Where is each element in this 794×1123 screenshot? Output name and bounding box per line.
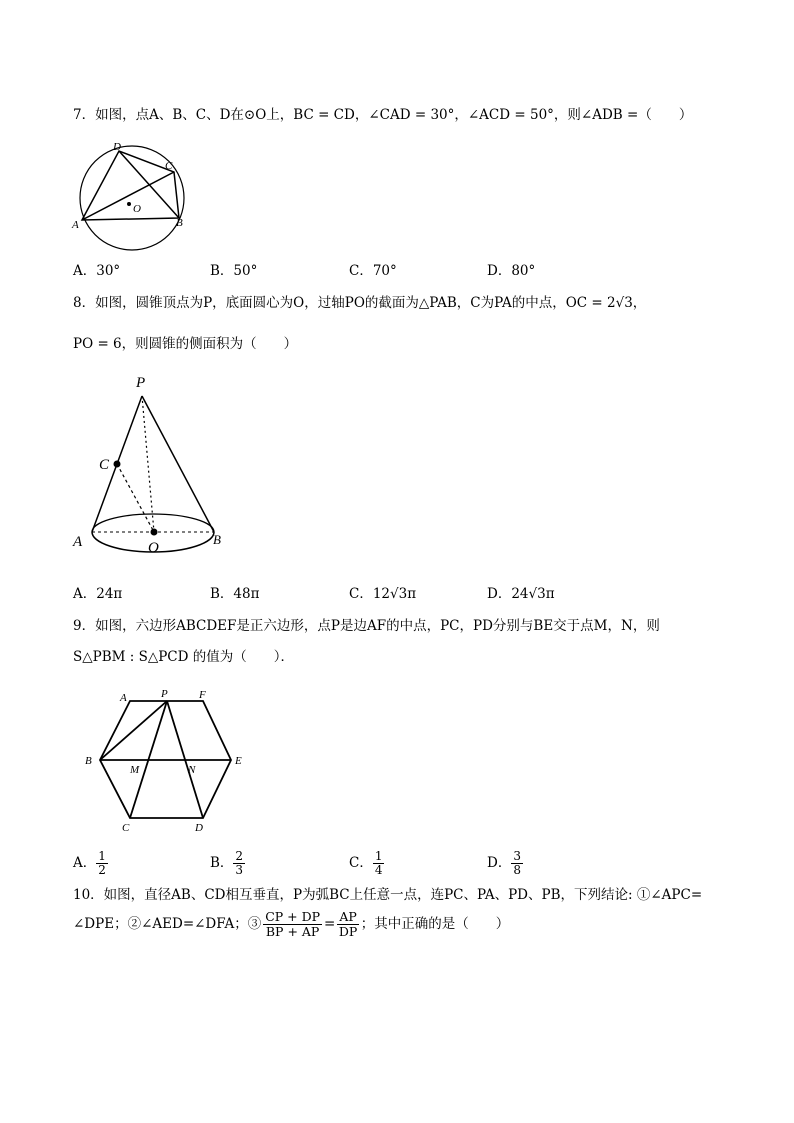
- q8-label-b: B: [213, 532, 221, 547]
- q9-label-c: C: [122, 822, 130, 834]
- q10-fraction-left: [263, 910, 322, 939]
- q9-option-a-num: 1: [98, 849, 106, 863]
- q8-segment-co: [117, 464, 154, 532]
- q7-stem: 7．如图，点A、B、C、D在⊙O上，BC = CD，∠CAD = 30°，∠ACD = 50°，则∠ADB =（ ）: [73, 107, 693, 123]
- q7-option-a: A．30°: [73, 263, 121, 279]
- q7-option-c: C．70°: [349, 263, 397, 279]
- q9-stem-line2: S△PBM : S△PCD 的值为（ ）．: [73, 649, 294, 665]
- q9-option-b-num: 2: [235, 849, 244, 863]
- q9-label-p: P: [161, 688, 168, 700]
- q8-label-c: C: [99, 457, 110, 473]
- q9-option-c-fraction: [373, 850, 385, 877]
- q9-option-a-fraction: [96, 850, 108, 877]
- q10-equals: =: [324, 916, 336, 932]
- q7-label-a: A: [72, 219, 79, 231]
- q9-option-b-fraction: [233, 850, 245, 877]
- q9-label-b: B: [85, 755, 92, 767]
- q10-stem-line2-a: ∠DPE；②∠AED=∠DFA；③: [73, 916, 262, 932]
- q10-fraction-right: [337, 910, 358, 939]
- q8-label-p: P: [136, 375, 146, 391]
- q7-label-o: O: [133, 203, 141, 215]
- q8-label-o: O: [148, 540, 159, 556]
- q8-option-b: B．48π: [210, 586, 260, 602]
- q10-stem-line1: 10．如图，直径AB、CD相互垂直，P为弧BC上任意一点，连PC、PA、PD、PB，下列结论: ①∠APC=: [73, 887, 703, 903]
- q8-stem-line1: 8．如图，圆锥顶点为P，底面圆心为O，过轴PO的截面为△PAB，C为PA的中点，OC = 2√3，: [73, 295, 647, 311]
- q9-label-n: N: [188, 764, 196, 776]
- q10-stem-line2-b: ；其中正确的是（ ）: [360, 916, 510, 932]
- q9-option-d-prefix: D．: [487, 855, 512, 871]
- q7-label-b: B: [176, 217, 183, 229]
- q7-option-d: D．80°: [487, 263, 536, 279]
- q9-label-m: M: [130, 764, 140, 776]
- q7-figure: [70, 140, 200, 260]
- q9-option-d-den: 8: [513, 863, 521, 877]
- q8-point-c: [114, 461, 121, 468]
- q9-figure: [80, 685, 250, 835]
- q9-stem-line1: 9．如图，六边形ABCDEF是正六边形，点P是边AF的中点，PC，PD分别与BE交于点M，N，则: [73, 618, 660, 634]
- q9-option-d: [487, 850, 523, 877]
- q9-label-e: E: [235, 755, 242, 767]
- q9-option-a: [73, 850, 108, 877]
- q9-option-b-den: 3: [235, 863, 244, 877]
- q9-option-d-num: 3: [513, 849, 521, 863]
- q10-fraction-left-num: CP + DP: [265, 909, 321, 924]
- q10-fraction-right-num: AP: [339, 909, 357, 924]
- q7-label-d: D: [113, 141, 121, 153]
- q9-option-a-den: 2: [98, 863, 106, 877]
- q7-label-c: C: [165, 160, 173, 172]
- q9-label-a: A: [120, 692, 127, 704]
- q8-figure: [70, 372, 240, 562]
- q10-stem-line2: [73, 910, 509, 939]
- q9-option-a-prefix: A．: [73, 855, 97, 871]
- q8-stem-line2: PO = 6，则圆锥的侧面积为（ ）: [73, 336, 298, 352]
- q8-option-c: C．12√3π: [349, 586, 417, 602]
- q9-option-c-num: 1: [374, 849, 383, 863]
- q10-fraction-right-den: DP: [338, 924, 358, 939]
- q9-option-c-den: 4: [374, 863, 383, 877]
- q8-point-o: [151, 529, 158, 536]
- q8-option-d: D．24√3π: [487, 586, 555, 602]
- q9-option-b-prefix: B．: [210, 855, 234, 871]
- q8-option-a: A．24π: [73, 586, 123, 602]
- q9-option-c: [349, 850, 384, 877]
- q9-option-b: [210, 850, 245, 877]
- q7-center-dot: [127, 202, 131, 206]
- q7-option-b: B．50°: [210, 263, 258, 279]
- q10-fraction-left-den: BP + AP: [265, 924, 320, 939]
- q9-label-d: D: [195, 822, 203, 834]
- q9-option-c-prefix: C．: [349, 855, 373, 871]
- q9-label-f: F: [199, 689, 206, 701]
- q8-label-a: A: [73, 534, 83, 550]
- q9-option-d-fraction: [511, 850, 523, 877]
